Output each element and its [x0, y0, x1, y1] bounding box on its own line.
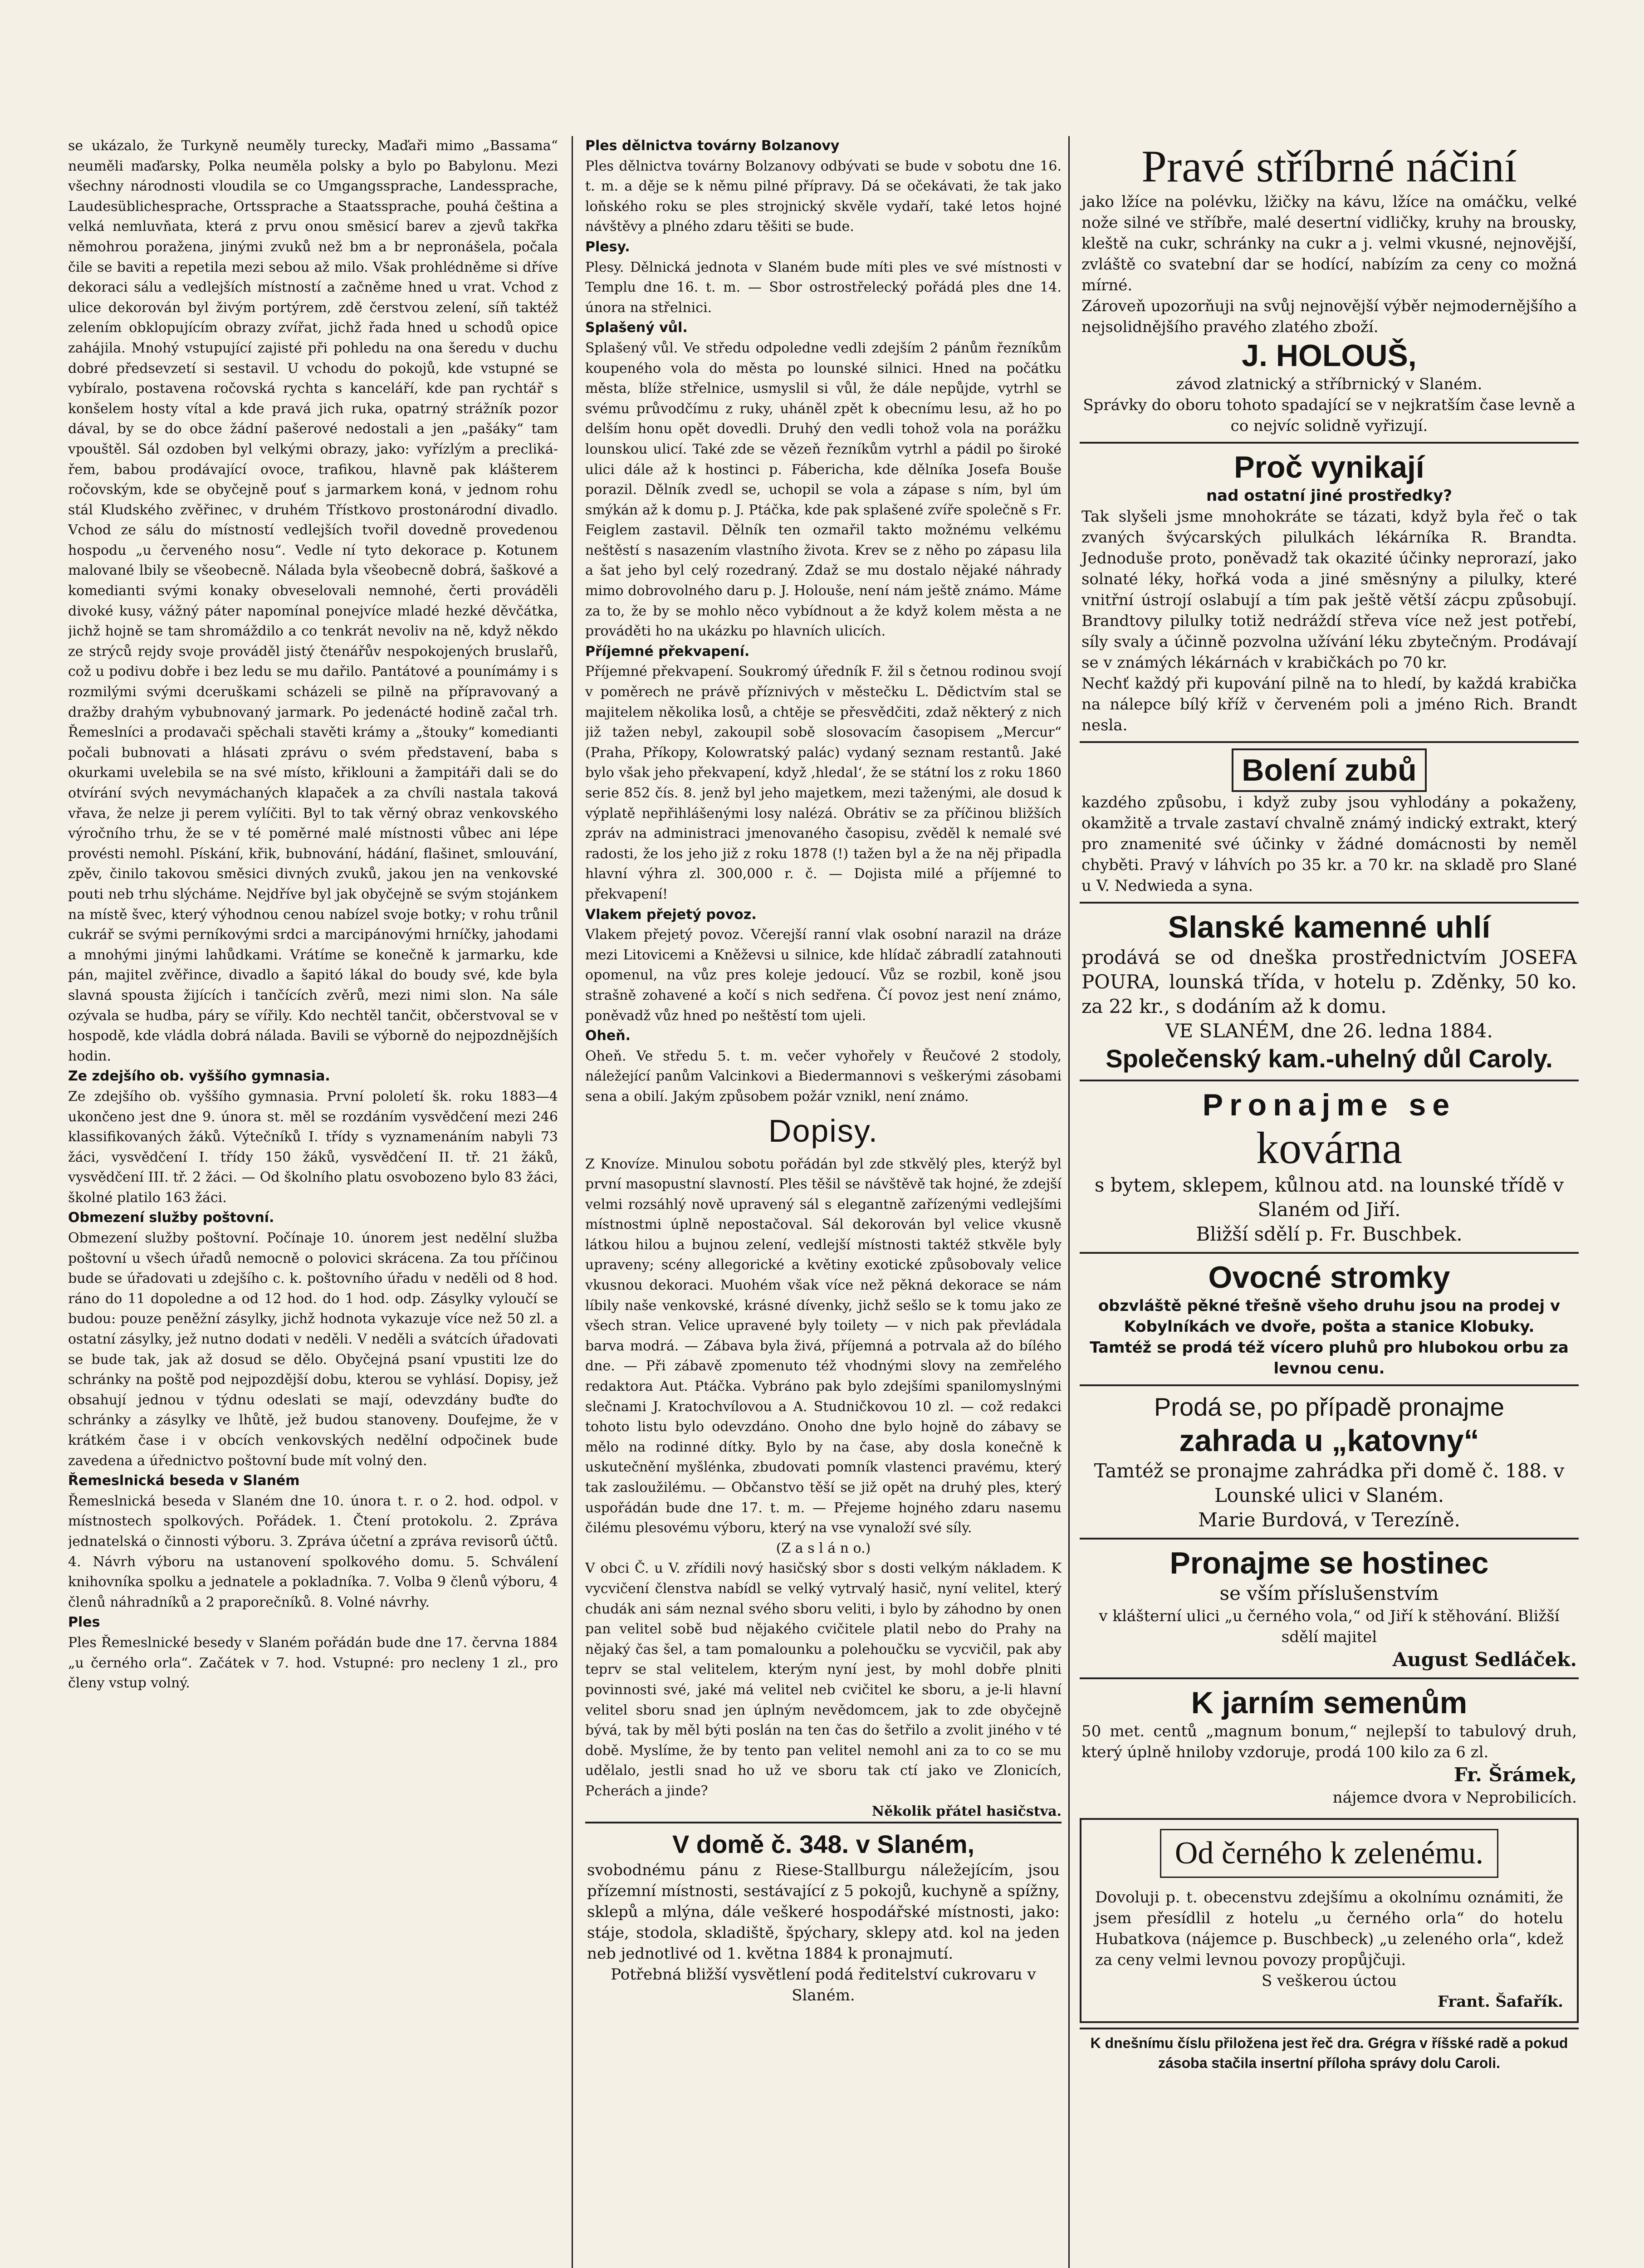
- ad-title: Pravé stříbrné náčiní: [1141, 141, 1517, 191]
- article-text: Obmezení služby poštovní. Počínaje 10. únorem jest nedělní služba poštovní u všech úřadů nemocně o polovici skrácena. Za tou příčinou bude se úřadovati u zdejšího c. k. poštovního úřadu v neděli od 8 hod. ráno do 11 dopoledne a od 12 hod. do 1 hod. odp. Zásylky vyloučí se budou: pouze peněžní zásylky, jichž hodnota vykazuje více než 50 zl. a ostatní zásylky, jež nutno dodati v neděli. V neděli a svátcích úřadovati se bude tak, jak až dosud se dělo. Obyčejná psaní vpustiti lze do schránky na poště pod nejpozdější dobu, kterou se vyhlásí. Dopisy, jež obsahují jednou v týdnu odeslati se mají, odevzdány buďte do schránky a zásylky ve lhůtě, jež budou stanoveny. Doufejme, že v krátkém čase i v obcích venkovských nedělní odpočinek bude zavedena a úřednictvo poštovní bude mít volný den.: [68, 1230, 558, 1469]
- section-title: Dopisy.: [768, 1113, 879, 1149]
- column-ads: [1080, 136, 1579, 2268]
- advertisement: [1080, 442, 1579, 741]
- ad-text: svobodnému pánu z Riese-Stallburgu náležejícím, jsou přízemní místnosti, sestávající z 5 pokojů, kuchyně a spížny, sklepů a mlýna, dále veškeré hospodářské místnosti, jako: stáje, stodola, skladiště, špýchary, sklepy atd. kol na jeden neb jednotlivé od 1. května 1884 k pronajmutí.: [587, 1861, 1060, 1963]
- ad-text: Potřebná bližší vysvětlení podá ředitelství cukrovaru v Slaném.: [611, 1965, 1036, 2005]
- article-text: se ukázalo, že Turkyně neuměly turecky, Maďaři mimo „Bassama“ neuměli maďarsky, Polka neuměla polsky a bylo po Babylonu. Mezi všechny národnosti vloudila se co Umgangssprache, Landessprache, Laudesüblichesprache, Ortssprache a Staatssprache, pouhá čeština a velká nemluvňata, která z prvu onou směsicí barev a zjevů takřka němohrou poražena, jinými zvuků než bm a br nepronášela, počala čile se baviti a repetila mezi sebou až milo. Však prohlédněme si dříve dekoraci sálu a vedlejších místností a začněme hned u vrat. Vchod z ulice dekorován byl živým portýrem, zdě čerstvou zelení, síň taktéž zelením obklopujícím obrazy zvířat, jichž řada hned u schodů opice zahájila. Mnohý vstupující zajisté při pohledu na ona šeredu v duchu dobré předsevzetí si sestavil. U vchodu do pokojů, kde vstupné se vybíralo, postavena ročovská rychta s kanceláří, kde pan rychtář s konšelem hosty vítal a kde pravá jich ruka, opatrný strážník pozor dával, by se do obce žádní pašerové nedostali a jen „pašáky“ tam vpouštěl. Sál ozdoben byl velkými obrazy, jako: vyřízlým a preclikářem, babou prodávající ovoce, trafikou, hlavně pak klášterem ročovským, kde se obyčejně pouť s jarmarkem koná, v jednom rohu stál Kludského zvěřinec, v druhém Třístkovo prostonárodní divadlo. Vchod ze sálu do místností vedlejších tvořil dovedně provedenou hospodu „u červeného nosu“. Vedle ní tyto dekorace p. Kotunem malované lbily se všeobecně. Nálada byla všeobecně dobrá, šaškové a komedianti svými konaky obveselovali nemnohé, čerti prováděli divoké kusy, vážný páter napomínal ponejvíce mladé hezké děvčátka, jichž hojně se tam shromáždilo a co tenkrát nevoliv na ně, když někdo ze strýců rejdy svoje prováděl jistý čtenářův nespokojených bruslařů, což u podivu dobře i bez ledu se mu dařilo. Pantátové a pounímámy i s rozmilými svými dceruškami scházeli se pilně na přípravovaný a dražby drahým vybubnovaný jarmark. Po jedenácté hodině začal trh. Řemeslníci a prodavači spěchali stavěti krámy a „štouky“ komedianti počali bubnovati a hlásati zprávu o svém představení, baba s okurkami uvelebila se na své místo, křiklouni a žampitáři dali se do otvírání svých nevymáchaných klapaček a za chvíli nastala taková vřava, že nelze ji perem vylíčiti. Byl to tak věrný obraz venkovského výročního trhu, že se v té poměrné malé místnosti vůbec ani lépe provésti nemohl. Pískání, křik, bubnování, hádání, flašinet, smlouvání, zpěv, činilo takovou směsici divných zvuků, jakou jen na venkovské pouti neb trhu slýcháme. Nejdříve byl jak obyčejně se svým stojánkem na místě švec, který výhodnou cenou nabízel svoje botky; v rohu trůnil cukrář se svými perníkovými srdci a marcipánovými hrníčky, jahodami a mnohými jinými lahůdkami. Vrátíme se konečně k jarmarku, kde pán, majitel zvěřince, divadlo a šapitó lákal do boudy své, kde byla slavná spousta žijících i tančících zvěrů, mezi nimi slon. Na sále ozývala se hudba, páry se vířily. Kdo nechtěl tančit, občerstvoval se v hospodě, kde vládla dobrá nálada. Bavili se výborně do nejpozdnějších hodin.: [68, 138, 558, 1064]
- ad-text: závod zlatnický a stříbrnický v Slaném.: [1176, 375, 1483, 393]
- ad-text: S veškerou úctou: [1262, 1972, 1397, 1990]
- ad-title: Proč vynikají: [1234, 450, 1424, 484]
- ad-text: Tamtéž se prodá též vícero pluhů pro hlubokou orbu za levnou cenu.: [1090, 1339, 1569, 1378]
- article-signature: Několik přátel hasičstva.: [871, 1803, 1062, 1819]
- footer-notice: K dnešnímu číslu přiložena jest řeč dra. Grégra v říšské radě a pokud zásoba stačila insertní příloha správy dolu Caroli.: [1080, 2028, 1579, 2073]
- ad-text: Bližší sdělí p. Fr. Buschbek.: [1196, 1223, 1463, 1245]
- column-rule: [1068, 136, 1070, 2268]
- article-text: [68, 1208, 558, 1228]
- article-text: Ze zdejšího ob. vyššího gymnasia. První pololetí šk. roku 1883—4 ukončeno jest dne 9. února st. měl se rozdáním vysvědčení mezi 246 klassifikovaných žáků. Výtečníků I. třídy s vyznamenáním nabyli 73 žáci, vysvědčení I. třídy 150 žáků, vysvědčení II. tř. 21 žáků, vysvědčení III. tř. 2 žáci. — Od školního platu osvobozeno bylo 83 žáci, školné platilo 163 žáci.: [68, 1088, 558, 1206]
- ad-text: nájemce dvora v Neprobilicích.: [1332, 1789, 1577, 1807]
- ad-signature: Marie Burdová, v Terezíně.: [1198, 1509, 1460, 1531]
- advertisement: [1080, 902, 1579, 1080]
- ad-date: VE SLANÉM, dne 26. ledna 1884.: [1165, 1020, 1493, 1042]
- article-heading: Plesy.: [585, 239, 630, 255]
- article-text: Oheň. Ve středu 5. t. m. večer vyhořely v Řeučové 2 stodoly, náležející panům Valcinkovi a Biedermannovi s veškerými zásobami sena a obilí. Jakým způsobem požár vznikl, není známo.: [585, 1048, 1062, 1105]
- article-text: Ples Řemeslnické besedy v Slaném pořádán bude dne 17. června 1884 „u černého orla“. Začátek v 7. hod. Vstupné: pro necleny 1 zl., pro členy vstup volný.: [68, 1634, 558, 1691]
- article-heading: Řemeslnická beseda v Slaném: [68, 1473, 300, 1489]
- ad-text: Dovoluji p. t. obecenstvu zdejšímu a okolnímu oznámiti, že jsem přesídlil z hotelu „u černého orla“ do hotelu Hubatkova (nájemce p. Buschbeck) „u zeleného orla“, kdež za ceny velmi levnou povozy propůjčuji.: [1095, 1888, 1563, 1969]
- ad-text: obzvláště pěkné třešně všeho druhu jsou na prodej v Kobylníkách ve dvoře, pošta a stanice Klobuky.: [1098, 1297, 1561, 1336]
- article-text: Vlakem přejetý povoz. Včerejší ranní vlak osobní narazil na dráze mezi Litovicemi a Kněževsi u silnice, kde hlídač zábradlí zatahnouti opomenul, na vůz pres koleje jedoucí. Vůz se rozbil, koně jsou strašně zohavené a kočí s nich sedřena. Čí povoz jest není známo, poněvadž vůz hned po neštěstí tom ujeli.: [585, 927, 1062, 1024]
- ad-text: 50 met. centů „magnum bonum,“ nejlepší to tabulový druh, který úplně hniloby vzdoruje, prodá 100 kilo za 6 zl.: [1081, 1722, 1577, 1761]
- ad-title: V domě č. 348. v Slaném,: [672, 1830, 975, 1859]
- advertisement: [585, 1822, 1062, 2011]
- article-heading: Obmezení služby poštovní.: [68, 1210, 274, 1226]
- ad-signature: Společenský kam.-uhelný důl Caroly.: [1106, 1044, 1553, 1073]
- ad-text: Zároveň upozorňuji na svůj nejnovější výběr nejmodernějšího a nejsolidnějšího pravého zlatého zboží.: [1081, 297, 1577, 336]
- article-text: Ples dělnictva továrny Bolzanovy odbývati se bude v sobotu dne 16. t. m. a děje se k němu pilné přípravy. Dá se očekávati, že tak jako loňského roku se ples strojnický skvěle vydaří, také letos hojné návštěvy a plného zdaru těšiti se bude.: [585, 158, 1062, 235]
- column-rule: [572, 136, 573, 2268]
- column-left: [68, 136, 558, 2268]
- ad-text: kazdého způsobu, i když zuby jsou vyhlodány a pokaženy, okamžitě a trvale zastaví chvalně známý indický extrakt, který pro znamenité své účinky v žádné domácnosti by neměl chyběti. Pravý v láhvích po 35 kr. a 70 kr. na skladě pro Slané u V. Nedwieda a syna.: [1081, 793, 1577, 895]
- advertisement: [1080, 1080, 1579, 1252]
- ad-text: Tamtéž se pronajme zahrádka při domě č. 188. v Lounské ulici v Slaném.: [1094, 1460, 1565, 1506]
- article-heading: Vlakem přejetý povoz.: [585, 906, 757, 923]
- article-text: Plesy. Dělnická jednota v Slaném bude míti ples ve své místnosti v Templu dne 16. t. m. — Sbor ostrostřelecký pořádá ples dne 14. února na střelnici.: [585, 259, 1062, 316]
- advertisement-framed: [1080, 1818, 1579, 2023]
- article-heading: Ze zdejšího ob. vyššího gymnasia.: [68, 1068, 330, 1085]
- article-text: [68, 1613, 558, 1633]
- ad-text: Nechť každý při kupování pilně na to hledí, by každá krabička na nálepce bílý kříž v červeném poli a jméno Rich. Brandt nesla.: [1081, 675, 1577, 734]
- ad-title: zahrada u „katovny“: [1179, 1423, 1479, 1458]
- advertisement: [1080, 1538, 1579, 1677]
- ad-subtitle: se vším příslušenstvím: [1219, 1582, 1439, 1604]
- article-text: Splašený vůl. Ve středu odpoledne vedli zdejším 2 pánům řezníkům koupeného vola do města po lounské silnici. Hned na počátku města, blíže střelnice, usmyslil si vůl, že dále nepůjde, vytrhl se svému průvodčímu z ruky, uháněl zpět k obecnímu lesu, až ho po delším honu opět dovedli. Druhý den vedli tohož vola na porážku lounskou ulicí. Také zde se vězeň řezníkům vytrhl a pádil po široké ulici dále až k hostinci p. Fábericha, kde dělníka Josefa Bouše porazil. Dělník zvedl se, uchopil se vola a zápase s ním, byl úm smýkán až k domu p. J. Ptáčka, kde pak splašené zvíře společně s Fr. Feiglem zastavil. Dělník ten ozmařil takto možnému velkému neštěstí s nasazením vlastního života. Krev se z něho po zápasu lila a šat jeho byl celý rozedraný. Zdaž se mu dostalo nějaké náhrady mimo dobrovolného daru p. J. Holouše, není nám ještě známo. Máme za to, že by se mohlo něco vybídnout a že když kolem města a ne prováděti ho na ukázku po hlavních ulicích.: [585, 340, 1062, 640]
- article-heading: Ples: [68, 1614, 100, 1631]
- column-middle: [585, 136, 1062, 2268]
- ad-title: Bolení zubů: [1232, 748, 1426, 792]
- ad-subtitle: nad ostatní jiné prostředky?: [1206, 487, 1453, 505]
- ad-title: Ovocné stromky: [1208, 1260, 1450, 1295]
- ad-title: K jarním semenům: [1191, 1686, 1468, 1720]
- ad-text: jako lžíce na polévku, lžičky na kávu, lžíce na omáčku, velké nože silné ve stříbře, malé desertní vidličky, kruhy na brousky, kleště na cukr, schránky na cukr a j. velmi vkusné, nejnovější, zvláště co svatební dar se hodící, nabízím za ceny co možná mírné.: [1081, 193, 1577, 294]
- ad-text: Správky do oboru tohoto spadající se v nejkratším čase levně a co nejvíc solidně vyřizují.: [1083, 396, 1576, 435]
- advertisement: [1080, 1384, 1579, 1538]
- ad-signature: August Sedláček.: [1392, 1648, 1577, 1671]
- article-heading: Příjemné překvapení.: [585, 643, 750, 660]
- article-text: [68, 1066, 558, 1087]
- ad-text: v klášterní ulici „u černého vola,“ od Jiří k stěhování. Bližší sdělí majitel: [1099, 1607, 1560, 1646]
- ad-text: prodává se od dneška prostřednictvím JOSEFA POURA, lounská třída, v hotelu p. Zděnky, 50 ko. za 22 kr., s dodáním až k domu.: [1081, 946, 1577, 1017]
- advertisement: [1080, 1252, 1579, 1384]
- article-text: V obci Č. u V. zřídili nový hasičský sbor s dosti velkým nákladem. K vycvičení členstva nabídl se velký vytrvalý hasič, nyní velitel, který chudák ani sám neznal svého sboru veliti, i bylo by záhodno by onen pan velitel sobě bud nějakého cvičitele platil nebo do Prahy na nějaký čas šel, a tam pomalounku a polehoučku se vycvičil, pak aby teprv se stal velitelem, kterým nyní jest, by mohl dobře plniti povinnosti své, jaké má velitel neb cvičitel ke sboru, a je-li hlavní velitel sboru snad jen úplným nevědomcem, jak to zde obyčejně bývá, tak by měl býti poslán na ten čas do šetřilo a zvolit jiného v té době. Myslíme, že by tento pan velitel nemohl ani za to co se mu udělalo, jestli snad ho už ve sboru tak ctí jako ve Zlonicích, Pcherách a jinde?: [585, 1560, 1062, 1799]
- article-text: Z Knovíze. Minulou sobotu pořádán byl zde stkvělý ples, kterýž byl první masopustní slavností. Ples těšil se návštěvě tak hojné, že zdejší velmi rozsáhlý nově upravený sál s elegantně zařízenými vedlejšími místnostmi úplně nepostačoval. Sál dekorován byl velice vkusně látkou hilou a bujnou zelení, vedlejší místnosti taktéž stkvěle byly upraveny; scény allegorické a květiny exotické způsobovaly velice vkusnou dekoraci. Muohém však více než pěkná dekorace se nám líbily naše venkovské, krásné dívenky, jichž sešlo se k tomu jako ze všech stran. Velice upravené byly toilety — v nich pak převládala barva modrá. — Zábava byla živá, příjemná a potrvala až do bílého dne. — Při zábavě zpomenuto též vhodnými slovy na zemřelého redaktora Aut. Ptáčka. Vybráno pak bylo zdejšími spanilomyslnými slečnami J. Kratochvílovou a A. Studničkovou 10 zl. — což redakci tohoto listu bylo odevzdáno. Onoho dne bylo hojně do zábavy se mělo na rodinné dítky. Bylo by na čase, aby dosla konečně k uskutečnění myšlénka, zbudovati pomník vlastenci pravému, který tak zasloužilému. — Občanstvo těší se již opět na druhý ples, který uspořádán bude dne 17. t. m. — Přejeme hojného zdaru nasemu čilému plesovému výboru, který na vse vynaloží své síly.: [585, 1156, 1062, 1536]
- ad-signature: Frant. Šafařík.: [1437, 1993, 1563, 2011]
- article-heading: Splašený vůl.: [585, 320, 688, 336]
- ad-title: Slanské kamenné uhlí: [1168, 910, 1491, 944]
- article-text: [68, 1471, 558, 1491]
- ad-text: Prodá se, po případě pronajme: [1154, 1393, 1505, 1421]
- ad-text: s bytem, sklepem, kůlnou atd. na lounské třídě v Slaném od Jiří.: [1094, 1174, 1564, 1221]
- advertisement: [1080, 741, 1579, 902]
- ad-title: kovárna: [1256, 1123, 1403, 1173]
- ad-title: Od černého k zelenému.: [1160, 1829, 1498, 1878]
- article-text: Příjemné překvapení. Soukromý úředník F. žil s četnou rodinou svojí v poměrech ne právě příznivých v městečku L. Dědictvím stal se majitelem několika losů, a chtěje se přesvědčiti, zdaž některý z nich již tažen nebyl, zakoupil sobě slosovacím časopisem „Mercur“ (Praha, Příkopy, Kolowratský palác) vydaný seznam restantů. Jaké bylo však jeho překvapení, když ‚hledal‘, že se státní los z roku 1860 serie 852 čís. 8. jenž byl jeho majetkem, mezi taženými, ale dosud k výplatě nepřihlášenými losy nalézá. Obrátiv se za příčinou bližších zpráv na administraci jmenovaného časopisu, zvěděl k nemalé své radosti, že los jeho již z roku 1878 (!) tažen byl a že na něj připadla hlavní výhra zl. 300,000 r. č. — Dojista milé a příjemné to překvapení!: [585, 664, 1062, 902]
- zaslano-title: (Z a s l á n o.): [776, 1540, 871, 1556]
- article-text: Řemeslnická beseda v Slaném dne 10. února t. r. o 2. hod. odpol. v místnostech spolkových. Pořádek. 1. Čtení protokolu. 2. Zpráva jednatelská o činnosti výboru. 3. Zpráva účetní a zpráva revisorů účtů. 4. Návrh výboru na ustanovení spolkového domu. 5. Schválení knihovníka spolku a jednatele a pokladníka. 7. Volba 9 členů výboru, 4 členů náhradníků a 2 praporečníků. 8. Volné návrhy.: [68, 1493, 558, 1610]
- article-heading: Oheň.: [585, 1028, 631, 1044]
- ad-title: Pronajme se hostinec: [1169, 1546, 1489, 1580]
- ad-text: Tak slyšeli jsme mnohokráte se tázati, když byla řeč o tak zvaných švýcarských pilulkách lékárníka R. Brandta. Jednoduše proto, poněvadž tak okazité účinky neprorazí, jako solnaté léky, hořká voda a jiné směsnýny a pilulky, které vnitřní ústrojí oslabují a tím pak ještě větší zácpu způsobují. Brandtovy pilulky totiž nedráždí střeva více než jest potřebí, síly svaly a účinně pozvolna užívání léku zbytečným. Prodávají se v známých lékárnách v krabičkách po 70 kr.: [1081, 508, 1577, 672]
- article-heading: Ples dělnictva továrny Bolzanovy: [585, 138, 840, 154]
- advertisement: [1080, 1677, 1579, 1813]
- ad-name: J. HOLOUŠ,: [1242, 338, 1417, 373]
- advertisement: [1080, 136, 1579, 442]
- ad-label: Pronajme se: [1202, 1088, 1456, 1122]
- ad-signature: Fr. Šrámek,: [1453, 1764, 1577, 1786]
